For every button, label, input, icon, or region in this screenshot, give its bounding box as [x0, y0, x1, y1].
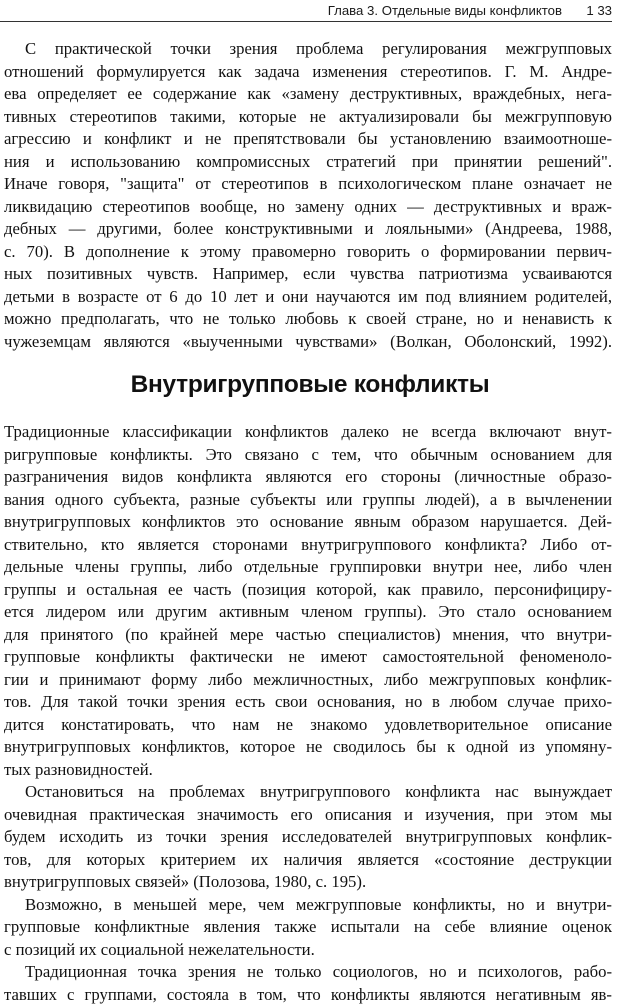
text-line: тавших с группами, состояла в том, что конфликты являются негативным яв-: [4, 984, 612, 1006]
text-line: тов. Для такой точки зрения есть свои основания, но в любом случае прихо-: [4, 691, 612, 714]
text-line: отношений формулируется как задача изменения стереотипов. Г. М. Андре-: [4, 61, 612, 84]
text-line: Традиционная точка зрения не только социологов, но и психологов, рабо-: [4, 961, 612, 984]
text-line: очевидная практическая значимость его описания и изучения, при этом мы: [4, 804, 612, 827]
text-line: дельные члены группы, либо отдельные группировки внутри нее, либо член: [4, 556, 612, 579]
text-line: ликвидацию стереотипов вообще, но замену одних — деструктивных и враж-: [4, 196, 612, 219]
page-number: 1 33: [586, 3, 612, 18]
text-line: тивных стереотипов такими, которые не актуализировали бы межгрупповую: [4, 106, 612, 129]
text-line: Остановиться на проблемах внутригруппового конфликта нас вынуждает: [4, 781, 612, 804]
text-line: ется лидером или другим активным членом группы). Это стало основанием: [4, 601, 612, 624]
text-line: дебных — другими, более конструктивными и лояльными» (Андреева, 1988,: [4, 218, 612, 241]
text-line: с позиций их социальной нежелательности.: [4, 939, 612, 962]
header-rule: [0, 21, 612, 22]
text-line: вания одного субъекта, разные субъекты или группы людей), а в вычленении: [4, 489, 612, 512]
text-line: Традиционные классификации конфликтов далеко не всегда включают внут-: [4, 421, 612, 444]
text-line: ния и использованию компромиссных стратегий при принятии решений".: [4, 151, 612, 174]
text-line: тых разновидностей.: [4, 759, 612, 782]
text-line: С практической точки зрения проблема регулирования межгрупповых: [4, 38, 612, 61]
text-line: Возможно, в меньшей мере, чем межгрупповые конфликты, но и внутри-: [4, 894, 612, 917]
section-heading: Внутригрупповые конфликты: [0, 371, 620, 399]
text-line: ных позитивных чувств. Например, если чувства патриотизма усваиваются: [4, 263, 612, 286]
text-line: чужеземцам являются «выученными чувствами» (Волкан, Оболонский, 1992).: [4, 331, 612, 354]
paragraph-intragroup: [4, 421, 612, 1006]
running-header: [0, 3, 612, 23]
text-line: ригрупповые конфликты. Это связано с тем, что обычным основанием для: [4, 444, 612, 467]
chapter-title: Глава 3. Отдельные виды конфликтов: [328, 3, 562, 18]
text-line: гии и принимают форму либо межличностных, либо межгрупповых конфлик-: [4, 669, 612, 692]
text-line: групповые конфликты фактически не имеют самостоятельной феноменоло-: [4, 646, 612, 669]
text-line: внутригрупповых конфликтов, которое не сводилось бы к одной из упомяну-: [4, 736, 612, 759]
text-line: агрессию и конфликт и не препятствовали бы установлению взаимоотноше-: [4, 128, 612, 151]
text-line: Иначе говоря, "защита" от стереотипов в психологическом плане означает не: [4, 173, 612, 196]
paragraph-stereotypes: [4, 38, 612, 353]
text-line: дится констатировать, что нам не знакомо удовлетворительное описание: [4, 714, 612, 737]
text-line: ствительно, кто является сторонами внутригруппового конфликта? Либо от-: [4, 534, 612, 557]
text-line: внутригрупповых связей» (Полозова, 1980, с. 195).: [4, 871, 612, 894]
text-line: внутригрупповых конфликтов это основание явным образом нарушается. Дей-: [4, 511, 612, 534]
text-line: будем исходить из точки зрения исследователей внутригрупповых конфлик-: [4, 826, 612, 849]
text-line: можно предполагать, что не только любовь к своей стране, но и ненависть к: [4, 308, 612, 331]
text-line: детьми в возрасте от 6 до 10 лет и они научаются им под влиянием родителей,: [4, 286, 612, 309]
text-line: для принятого (по крайней мере частью специалистов) мнения, что внутри-: [4, 624, 612, 647]
text-line: группы и остальная ее часть (позиция которой, как правило, персонифициру-: [4, 579, 612, 602]
text-line: тов, для которых критерием их наличия является «состояние деструкции: [4, 849, 612, 872]
text-line: групповые конфликтные явления также испытали на себе влияние оценок: [4, 916, 612, 939]
text-line: с. 70). В дополнение к этому правомерно говорить о формировании первич-: [4, 241, 612, 264]
text-line: разграничения видов конфликта являются его стороны (личностные образо-: [4, 466, 612, 489]
text-line: ева определяет ее содержание как «замену деструктивных, враждебных, нега-: [4, 83, 612, 106]
